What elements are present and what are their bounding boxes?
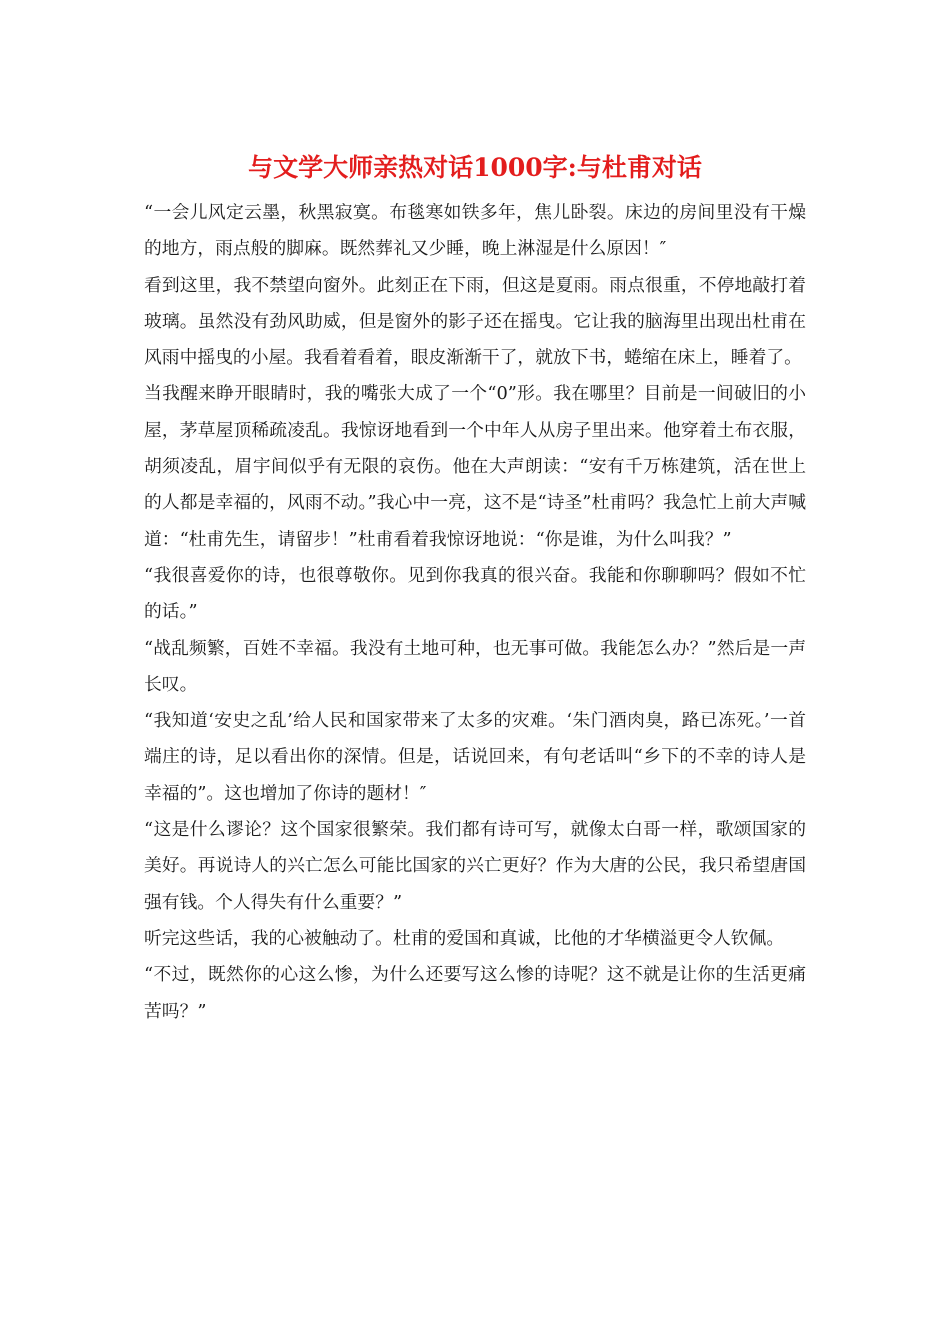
paragraph: “战乱频繁，百姓不幸福。我没有土地可种，也无事可做。我能怎么办？”然后是一声长叹。 <box>144 637 806 695</box>
paragraph: “一会儿风定云墨，秋黑寂寞。布毯寒如铁多年，焦儿卧裂。床边的房间里没有干燥的地方，雨点般的脚麻。既然葬礼又少睡，晚上淋湿是什么原因！″ <box>144 202 806 260</box>
paragraph: 看到这里，我不禁望向窗外。此刻正在下雨，但这是夏雨。雨点很重，不停地敲打着玻璃。虽然没有劲风助威，但是窗外的影子还在摇曳。它让我的脑海里出现出杜甫在风雨中摇曳的小屋。我看着看着，眼皮渐渐干了，就放下书，蜷缩在床上，睡着了。 <box>144 274 806 369</box>
paragraph: “这是什么谬论？这个国家很繁荣。我们都有诗可写，就像太白哥一样，歌颂国家的美好。再说诗人的兴亡怎么可能比国家的兴亡更好？作为大唐的公民，我只希望唐国强有钱。个人得失有什么重要？” <box>144 819 806 913</box>
paragraph: 听完这些话，我的心被触动了。杜甫的爱国和真诚，比他的才华横溢更令人钦佩。 <box>144 927 785 949</box>
paragraph: 当我醒来睁开眼睛时，我的嘴张大成了一个“0”形。我在哪里？目前是一间破旧的小屋，茅草屋顶稀疏凌乱。我惊讶地看到一个中年人从房子里出来。他穿着土布衣服，胡须凌乱，眉宇间似乎有无限的哀伤。他在大声朗读：“安有千万栋建筑，活在世上的人都是幸福的，风雨不动。”我心中一亮，这不是“诗圣”杜甫吗？我急忙上前大声喊道：“杜甫先生，请留步！”杜甫看着我惊讶地说：“你是谁，为什么叫我？” <box>144 383 806 550</box>
document-body <box>144 195 806 1030</box>
paragraph: “我很喜爱你的诗，也很尊敬你。见到你我真的很兴奋。我能和你聊聊吗？假如不忙的话。” <box>144 564 806 623</box>
paragraph: “不过，既然你的心这么惨，为什么还要写这么惨的诗呢？这不就是让你的生活更痛苦吗？” <box>144 964 806 1022</box>
document-title: 与文学大师亲热对话1000字:与杜甫对话 <box>248 153 702 182</box>
paragraph: “我知道‘安史之乱’给人民和国家带来了太多的灾难。‘朱门酒肉臭，路已冻死。’一首端庄的诗，足以看出你的深情。但是，话说回来，有句老话叫“乡下的不幸的诗人是幸福的”。这也增加了你诗的题材！″ <box>144 710 806 804</box>
